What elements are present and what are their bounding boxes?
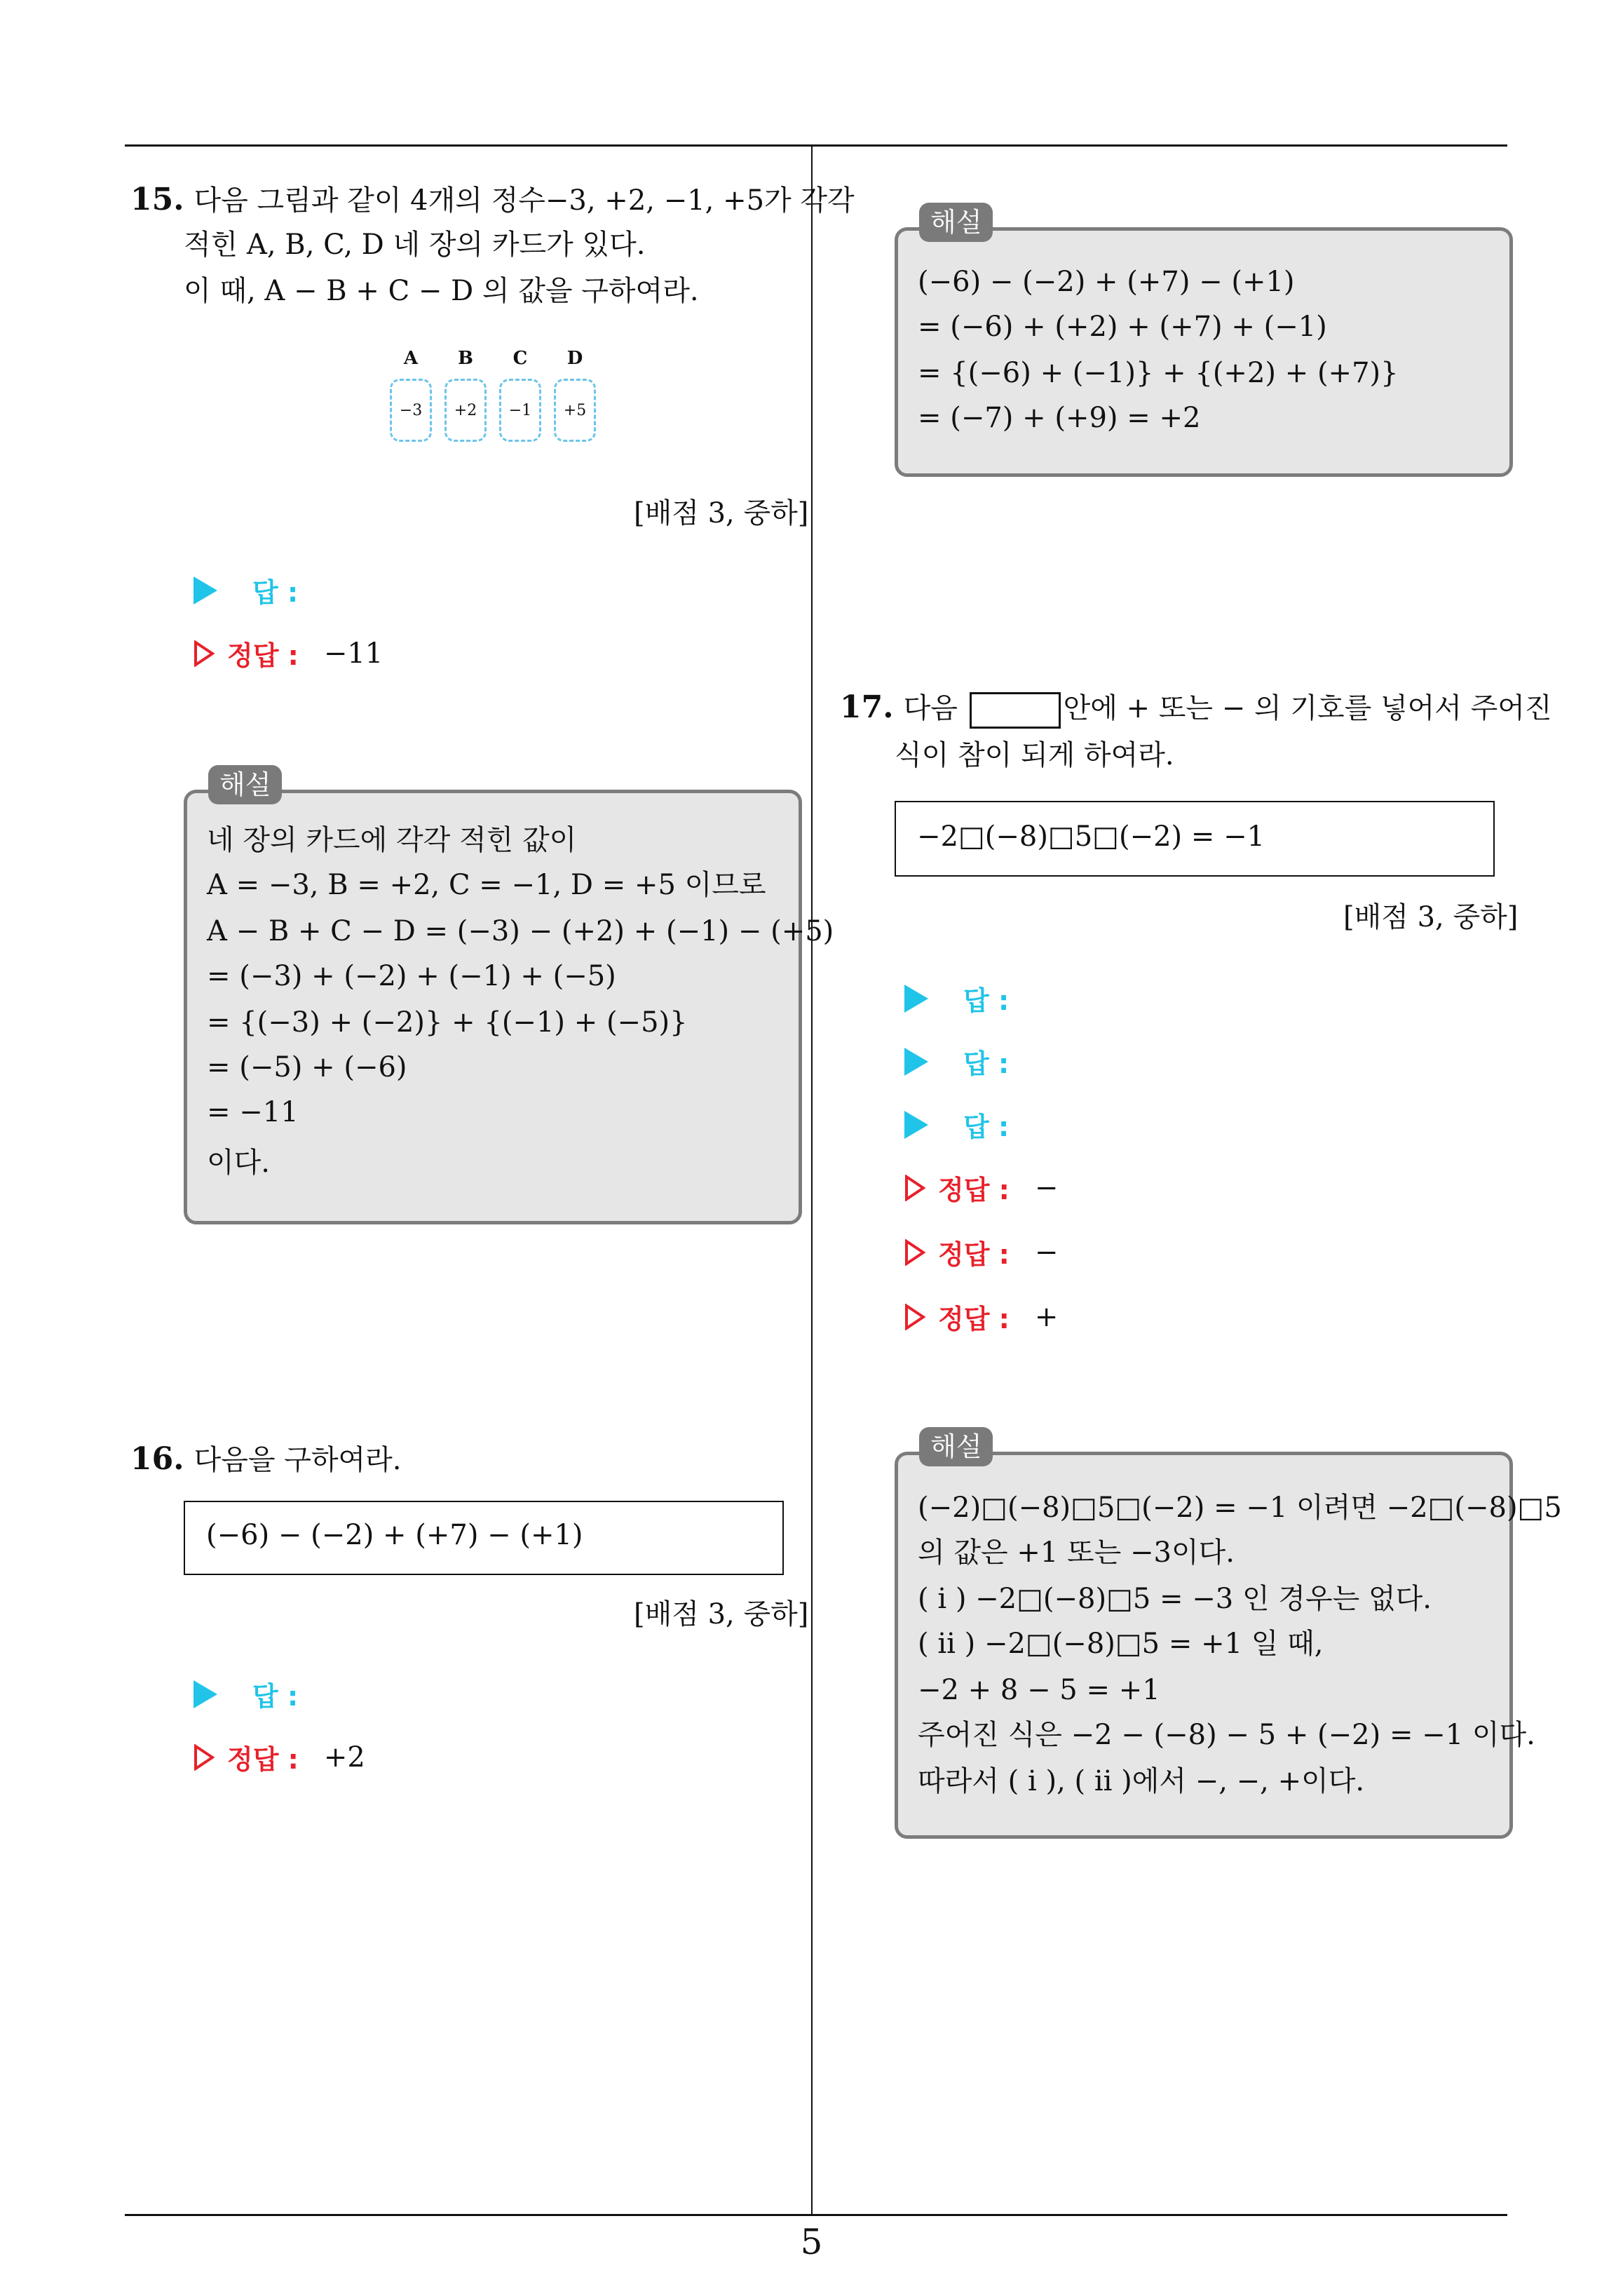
correct-value: +2 xyxy=(323,1741,365,1774)
solution-line: = −11 xyxy=(207,1096,299,1128)
expression-frame xyxy=(895,801,1495,877)
card-label-b: B xyxy=(458,348,473,369)
correct-value: + xyxy=(1034,1300,1059,1333)
solution-line: 따라서 ( i ), ( ii )에서 −, −, +이다. xyxy=(918,1765,1365,1797)
expression-text: −2□(−8)□5□(−2) = −1 xyxy=(917,821,1265,853)
solution-line: 네 장의 카드에 각각 적힌 값이 xyxy=(207,824,577,856)
solution-box xyxy=(184,769,834,1224)
correct-label: 정답 : xyxy=(938,1239,1010,1270)
question-text-line: 다음 그림과 같이 4개의 정수−3, +2, −1, +5가 각각 xyxy=(193,184,855,217)
question-text-prefix: 다음 xyxy=(903,692,958,724)
question-text-line: 적힌 A, B, C, D 네 장의 카드가 있다. xyxy=(184,229,646,261)
question-number: 15. xyxy=(130,182,184,217)
solution-line: A = −3, B = +2, C = −1, D = +5 이므로 xyxy=(207,869,766,901)
correct-label: 정답 : xyxy=(938,1175,1010,1206)
solution-line: 의 값은 +1 또는 −3이다. xyxy=(918,1537,1235,1569)
answer-label: 답 : xyxy=(963,985,1010,1016)
correct-answer-row-1 xyxy=(904,1168,1058,1207)
card-c: −1 xyxy=(499,379,541,442)
answer-arrow-icon xyxy=(904,1048,928,1076)
card-label-d: D xyxy=(566,348,583,369)
blank-box xyxy=(970,692,1061,729)
solution-line: 이다. xyxy=(207,1147,270,1179)
solution-line: = (−5) + (−6) xyxy=(207,1051,407,1083)
expression-text: (−6) − (−2) + (+7) − (+1) xyxy=(206,1519,583,1551)
solution-line: = (−3) + (−2) + (−1) + (−5) xyxy=(207,960,616,992)
correct-label: 정답 : xyxy=(227,640,299,671)
correct-arrow-icon xyxy=(193,1744,215,1771)
solution-tag: 해설 xyxy=(919,1427,993,1466)
solution-line: = {(−6) + (−1)} + {(+2) + (+7)} xyxy=(918,357,1399,389)
solution-line: ( ii ) −2□(−8)□5 = +1 일 때, xyxy=(918,1628,1324,1660)
correct-arrow-icon xyxy=(904,1175,925,1201)
answer-row-1[interactable] xyxy=(904,979,1009,1018)
question-text-line: 이 때, A − B + C − D 의 값을 구하여라. xyxy=(184,275,699,307)
answer-label: 답 : xyxy=(252,1681,299,1712)
solution-line: −2 + 8 − 5 = +1 xyxy=(918,1674,1160,1706)
page-number: 5 xyxy=(800,2222,823,2262)
card-d: +5 xyxy=(554,379,596,442)
correct-answer-row-2 xyxy=(904,1233,1058,1271)
answer-row-3[interactable] xyxy=(904,1105,1009,1144)
answer-row[interactable] xyxy=(193,571,298,609)
correct-answer-row xyxy=(193,634,383,673)
solution-line: ( i ) −2□(−8)□5 = −3 인 경우는 없다. xyxy=(918,1583,1432,1615)
correct-arrow-icon xyxy=(904,1239,925,1266)
correct-value: − xyxy=(1034,1171,1059,1204)
card-label-c: C xyxy=(512,348,528,369)
answer-arrow-icon xyxy=(193,1680,217,1708)
question-text-line: 식이 참이 되게 하여라. xyxy=(895,739,1174,771)
answer-row[interactable] xyxy=(193,1675,298,1713)
card-b: +2 xyxy=(444,379,487,442)
answer-row-2[interactable] xyxy=(904,1042,1009,1081)
expression-frame xyxy=(184,1501,784,1575)
answer-arrow-icon xyxy=(904,1111,928,1139)
card-label-a: A xyxy=(403,348,419,369)
correct-arrow-icon xyxy=(193,640,215,667)
solution-line: = {(−3) + (−2)} + {(−1) + (−5)} xyxy=(207,1006,688,1039)
answer-arrow-icon xyxy=(193,576,217,605)
question-text-line: 다음을 구하여라. xyxy=(193,1444,402,1476)
solution-line: (−2)□(−8)□5□(−2) = −1 이려면 −2□(−8)□5 xyxy=(918,1492,1562,1524)
correct-answer-row-3 xyxy=(904,1297,1058,1336)
solution-line: 주어진 식은 −2 − (−8) − 5 + (−2) = −1 이다. xyxy=(918,1719,1535,1751)
solution-tag: 해설 xyxy=(208,765,282,804)
solution-line: = (−7) + (+9) = +2 xyxy=(918,402,1201,434)
solution-box xyxy=(895,207,1513,477)
solution-line: = (−6) + (+2) + (+7) + (−1) xyxy=(918,311,1327,343)
solution-line: A − B + C − D = (−3) − (+2) + (−1) − (+5) xyxy=(207,915,834,947)
question-number: 17. xyxy=(840,689,894,725)
question-number: 16. xyxy=(130,1441,184,1477)
solution-box xyxy=(895,1431,1562,1839)
column-divider xyxy=(811,146,813,2215)
score-label: [배점 3, 중하] xyxy=(634,1598,809,1630)
score-label: [배점 3, 중하] xyxy=(634,497,809,529)
correct-value: −11 xyxy=(323,637,383,670)
question-text-suffix: 안에 + 또는 − 의 기호를 넣어서 주어진 xyxy=(1063,692,1552,724)
answer-label: 답 : xyxy=(963,1112,1010,1142)
correct-label: 정답 : xyxy=(227,1744,299,1775)
answer-label: 답 : xyxy=(252,577,299,608)
correct-arrow-icon xyxy=(904,1304,925,1330)
card-a: −3 xyxy=(390,379,432,442)
answer-label: 답 : xyxy=(963,1048,1010,1079)
solution-tag: 해설 xyxy=(919,203,993,242)
correct-label: 정답 : xyxy=(938,1304,1010,1335)
solution-line: (−6) − (−2) + (+7) − (+1) xyxy=(918,266,1295,298)
correct-answer-row xyxy=(193,1738,365,1776)
score-label: [배점 3, 중하] xyxy=(1343,901,1519,933)
bottom-rule xyxy=(125,2214,1507,2216)
answer-arrow-icon xyxy=(904,985,928,1013)
correct-value: − xyxy=(1034,1236,1059,1269)
top-rule xyxy=(125,144,1507,147)
